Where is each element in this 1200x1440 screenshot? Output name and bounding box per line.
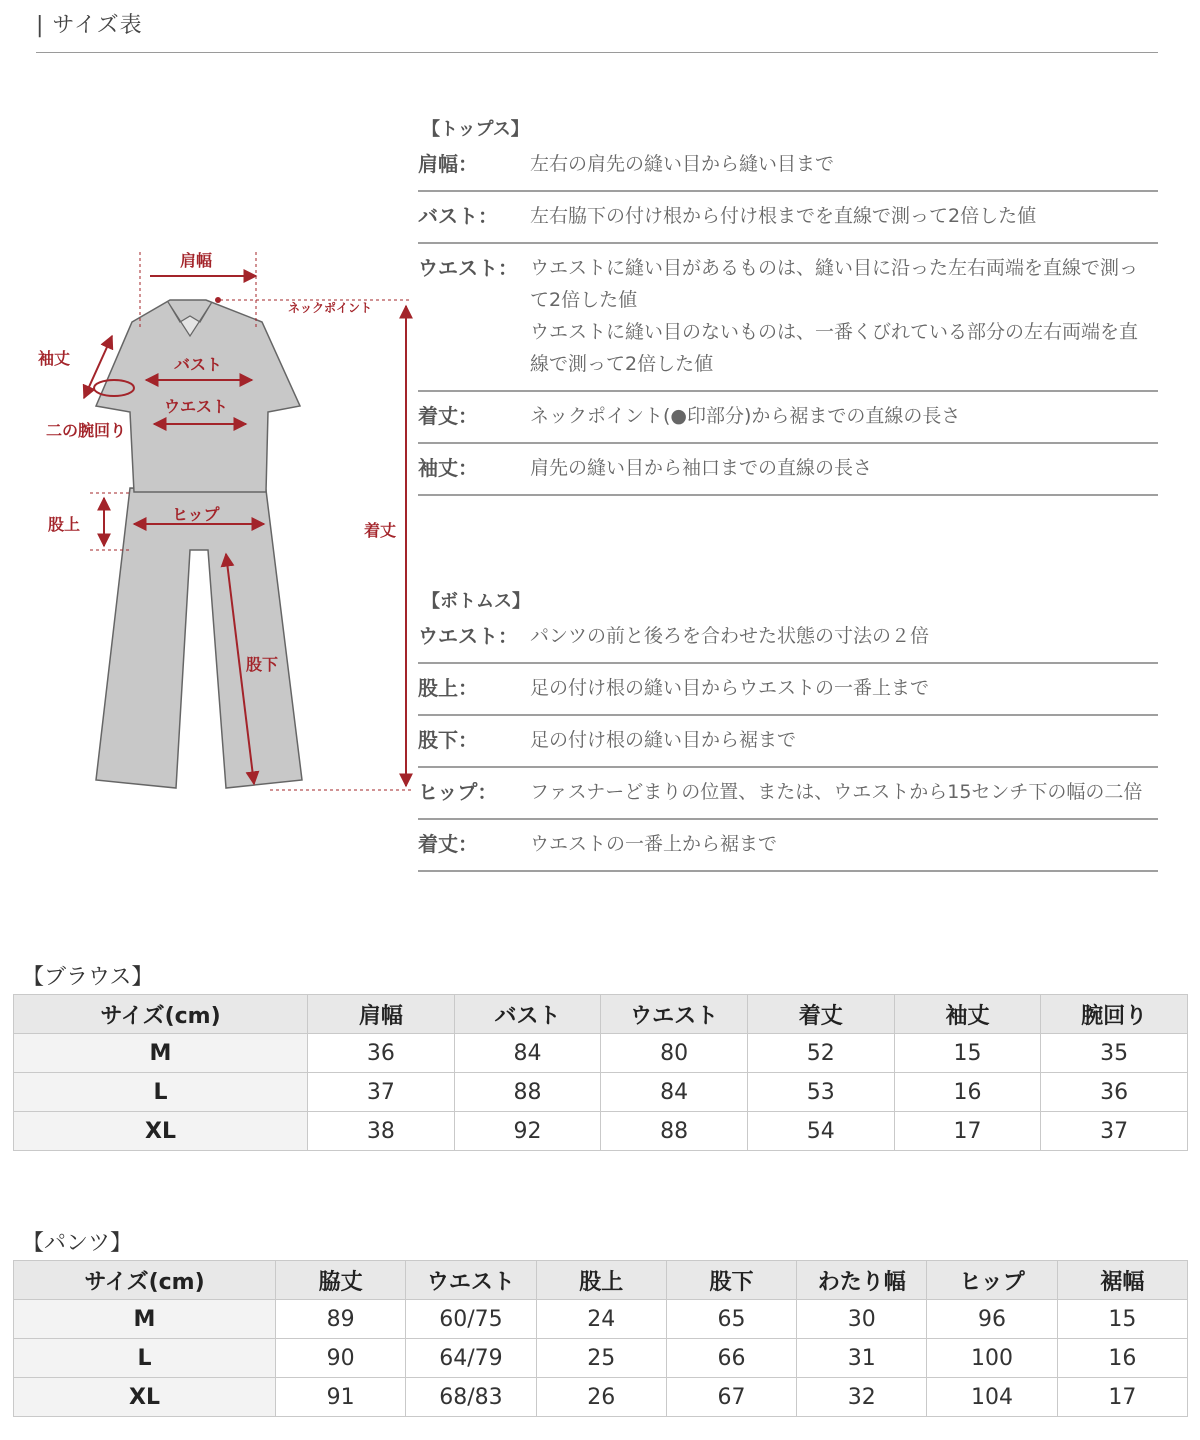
table-row [14,1339,1188,1378]
glossary-row [418,620,1158,664]
glossary-row [418,768,1158,820]
table-row [14,1378,1188,1417]
title-divider [36,52,1158,53]
label-sleeve: 袖丈 [38,349,71,368]
value-cell: 37 [1041,1112,1188,1151]
glossary-term: 肩幅： [418,152,478,176]
bottoms-title: 【ボトムス】 [422,591,530,612]
glossary-row [418,148,1158,192]
glossary-row [418,716,1158,768]
value-cell: 36 [1041,1073,1188,1112]
column-header: サイズ(cm) [14,995,308,1034]
glossary-definition: 左右脇下の付け根から付け根までを直線で測って2倍した値 [530,205,1037,227]
glossary-row [418,392,1158,444]
glossary-term: ウエスト： [418,256,518,280]
column-header: 着丈 [747,995,894,1034]
label-neck-point: ネックポイント [288,301,373,315]
size-cell: L [14,1073,308,1112]
value-cell: 96 [927,1300,1057,1339]
value-cell: 84 [601,1073,748,1112]
size-cell: XL [14,1378,276,1417]
blouse-size-table [13,994,1188,1151]
blouse-table-title: 【ブラウス】 [22,965,154,990]
table-row [14,1300,1188,1339]
measurement-diagram [30,240,420,800]
column-header: ヒップ [927,1261,1057,1300]
label-upper-arm: 二の腕回り [46,421,127,440]
label-waist: ウエスト [164,397,229,416]
value-cell: 65 [666,1300,796,1339]
glossary-row [418,244,1158,392]
value-cell: 17 [894,1112,1041,1151]
label-hip: ヒップ [172,505,220,524]
label-length: 着丈 [364,521,397,540]
size-cell: XL [14,1112,308,1151]
value-cell: 100 [927,1339,1057,1378]
size-cell: M [14,1300,276,1339]
column-header: 股上 [536,1261,666,1300]
tops-glossary [418,112,1158,496]
value-cell: 90 [276,1339,406,1378]
glossary-definition: 肩先の縫い目から袖口までの直線の長さ [530,457,873,479]
glossary-definition: 足の付け根の縫い目から裾まで [530,729,797,751]
value-cell: 64/79 [406,1339,536,1378]
table-row [14,1034,1188,1073]
value-cell: 60/75 [406,1300,536,1339]
glossary-term: 着丈： [418,404,478,428]
table-header-row [14,995,1188,1034]
value-cell: 68/83 [406,1378,536,1417]
label-rise: 股上 [48,515,81,534]
glossary-term: 袖丈： [418,456,478,480]
value-cell: 84 [454,1034,601,1073]
column-header: 脇丈 [276,1261,406,1300]
column-header: バスト [454,995,601,1034]
pants-size-table [13,1260,1188,1417]
value-cell: 26 [536,1378,666,1417]
label-inseam: 股下 [246,655,279,674]
value-cell: 91 [276,1378,406,1417]
glossary-row [418,820,1158,872]
glossary-term: 股上： [418,676,478,700]
value-cell: 66 [666,1339,796,1378]
label-bust: バスト [174,355,223,374]
glossary-term: 着丈： [418,832,478,856]
value-cell: 38 [308,1112,455,1151]
glossary-term: バスト： [418,204,498,228]
glossary-term: ウエスト： [418,624,518,648]
glossary-term: 股下： [418,728,478,752]
value-cell: 15 [1057,1300,1187,1339]
pants-shape [96,488,302,788]
value-cell: 17 [1057,1378,1187,1417]
value-cell: 30 [797,1300,927,1339]
glossary-definition: パンツの前と後ろを合わせた状態の寸法の２倍 [530,625,930,647]
glossary-row [418,192,1158,244]
value-cell: 24 [536,1300,666,1339]
table-row [14,1112,1188,1151]
value-cell: 89 [276,1300,406,1339]
glossary-definition: ウエストに縫い目があるものは、縫い目に沿った左右両端を直線で測って2倍した値 ウエストに縫い目のないものは、一番くびれている部分の左右両端を直線で測って2倍した値 [530,257,1139,375]
value-cell: 92 [454,1112,601,1151]
value-cell: 31 [797,1339,927,1378]
pants-table-title: 【パンツ】 [22,1231,133,1256]
glossary-row [418,664,1158,716]
label-shoulder: 肩幅 [180,251,213,270]
column-header: サイズ(cm) [14,1261,276,1300]
value-cell: 37 [308,1073,455,1112]
table-header-row [14,1261,1188,1300]
value-cell: 35 [1041,1034,1188,1073]
tops-title: 【トップス】 [422,119,529,140]
column-header: 裾幅 [1057,1261,1187,1300]
value-cell: 54 [747,1112,894,1151]
column-header: 腕回り [1041,995,1188,1034]
value-cell: 16 [1057,1339,1187,1378]
glossary-definition: ファスナーどまりの位置、または、ウエストから15センチ下の幅の二倍 [530,781,1143,803]
column-header: わたり幅 [797,1261,927,1300]
value-cell: 80 [601,1034,748,1073]
glossary-definition: ネックポイント(●印部分)から裾までの直線の長さ [530,405,961,427]
glossary-definition: 足の付け根の縫い目からウエストの一番上まで [530,677,930,699]
measurement-diagram-svg [30,240,420,800]
value-cell: 52 [747,1034,894,1073]
glossary-term: ヒップ： [418,780,498,804]
column-header: 袖丈 [894,995,1041,1034]
column-header: 肩幅 [308,995,455,1034]
bottoms-glossary [418,584,1158,872]
size-cell: M [14,1034,308,1073]
value-cell: 53 [747,1073,894,1112]
column-header: ウエスト [601,995,748,1034]
value-cell: 25 [536,1339,666,1378]
glossary-row [418,444,1158,496]
value-cell: 104 [927,1378,1057,1417]
glossary-definition: ウエストの一番上から裾まで [530,833,778,855]
glossary-definition: 左右の肩先の縫い目から縫い目まで [530,153,835,175]
column-header: ウエスト [406,1261,536,1300]
value-cell: 16 [894,1073,1041,1112]
column-header: 股下 [666,1261,796,1300]
size-cell: L [14,1339,276,1378]
value-cell: 88 [454,1073,601,1112]
table-row [14,1073,1188,1112]
value-cell: 15 [894,1034,1041,1073]
page-title: | サイズ表 [36,13,143,38]
value-cell: 36 [308,1034,455,1073]
value-cell: 88 [601,1112,748,1151]
value-cell: 67 [666,1378,796,1417]
blouse-shape [96,300,300,492]
value-cell: 32 [797,1378,927,1417]
